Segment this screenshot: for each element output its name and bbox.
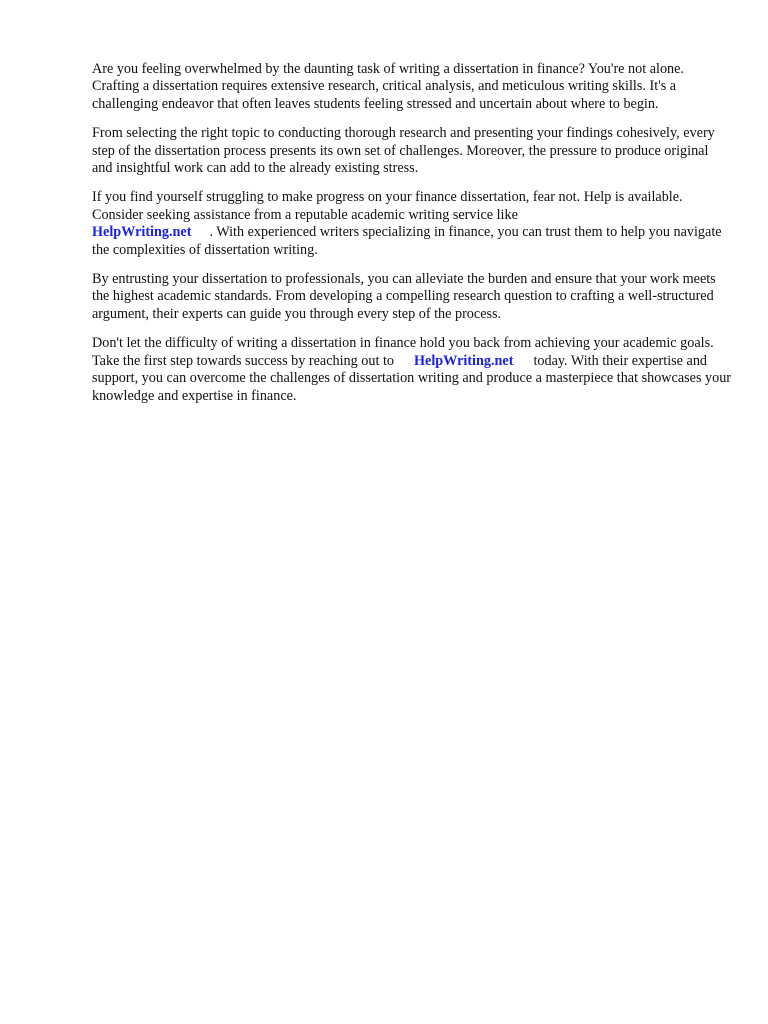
paragraph-challenges: From selecting the right topic to conducting thorough research and presenting your findings cohesively, every step of the dissertation process presents its own set of challenges. Moreover, the pressure to produce original and insightful work can add to the already existing stress. [92,125,715,177]
paragraph-cta-text-before: Don't let the difficulty of writing a dissertation in finance hold you back from achieving your academic goals. Take the first step towards success by reaching out to [92,335,714,369]
document-body [92,61,732,417]
paragraph-professionals: By entrusting your dissertation to professionals, you can alleviate the burden and ensure that your work meets the highest academic standards. From developing a compelling research question to crafting a well-structured argument, their experts can guide you through every step of the process. [92,271,716,322]
helpwriting-link[interactable]: HelpWriting.net [92,224,192,241]
paragraph-intro: Are you feeling overwhelmed by the daunting task of writing a dissertation in finance? You're not alone. Crafting a dissertation requires extensive research, critical analysis, and meticulous writing skills. It's a challenging endeavor that often leaves students feeling stressed and uncertain about where to begin. [92,61,684,112]
paragraph-cta [92,335,732,405]
paragraph-help-text-after: . With experienced writers specializing in finance, you can trust them to help you navigate the complexities of dissertation writing. [92,224,722,258]
paragraph-help-text-before: If you find yourself struggling to make progress on your finance dissertation, fear not. Help is available. Consider seeking assistance from a reputable academic writing service like [92,189,683,223]
paragraph-cta-text-after: today. With their expertise and support, you can overcome the challenges of dissertation writing and produce a masterpiece that showcases your knowledge and expertise in finance. [92,352,732,404]
helpwriting-link-cta[interactable]: HelpWriting.net [413,352,514,369]
paragraph-help [92,189,732,259]
